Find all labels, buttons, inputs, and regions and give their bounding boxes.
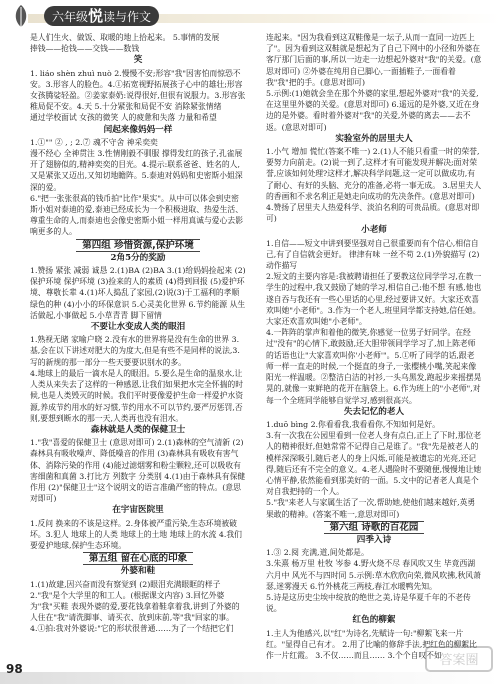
right-column (266, 32, 482, 661)
watermark-logo-icon (424, 645, 494, 673)
section-title: 外婆和鞋 (120, 566, 156, 577)
answer-paragraph: 1. liáo shèn zhuì nuò 2.慢慢不安;形容"我"因害怕而惊恐不安。3.形容人的脸色。4.①拓宽视野拓展孩子心中的雄壮;形容女孩腾娑轻盈。②姜家泰奶:说得很好,但很有说服力。3.形容张稚局促不安。4.天 5.十分紧张和局促不安 消除紧张情绪 (30, 68, 246, 112)
answer-paragraph: 6."把一张张很高的钱币拍"比作"果实"。从中可以体会到史密斯小姐对泰迪的爱,泰迪已经成长为一个积极进取、热爱生活、尊重生命的人,而泰迪也会像史密斯小姐一样用真诚与爱心去影响更多的人。 (30, 193, 243, 237)
group-heading (30, 240, 246, 251)
title-big-char: 悦 (88, 7, 104, 25)
section-title: 在宇宙医院里 (112, 505, 164, 516)
answer-paragraph: 1.duō bìng 2.你看看我,我看看你,不知如何是好。 (266, 419, 440, 429)
answer-paragraph: 2.短文的主要内容是:我被聘请担任了要教这位同学学习,在教一学生的过程中,我又鼓励了她的学习,相信自己:他不想 有感,他也遂自吞与我还有一些心里话的心里,经过要讲又好。大家还欢喜欢叫她"小老师"。3.作为一个老人,班里同学都支持她,信任她。大家还欢喜欢叫她"小老师"。 (266, 272, 482, 327)
answer-paragraph: 1.熟视无睹 家喻户晓 2.没有水的世界将是没有生命的世界 3.基,会在以下讲述对肥大的为度大,但是有些不是同样的说法,3.写的新规的那一部分一些天要要识别水的多。 (30, 335, 240, 367)
answer-paragraph: 5."我"来老人与家属生活了一次,帮助她,使他们越来越好,英勇果敢的精神。(答案不唯一,意思对即可) (266, 498, 476, 519)
section-title: 失去记忆的老人 (343, 406, 405, 417)
answer-paragraph: 捧钱——抢钱——交钱——数钱 (30, 44, 140, 54)
answer-paragraph: 4.一阵阵的掌声和着他的微笑,你感觉一位男子好同学。在经过"没有"的心情下,敢鼓励,还大胆带领同学学习了,加上陈老师的话语也让"大家喜欢叫你'小老师'"。5.①听了同学的话,跟老师一样一直走的时候,一个挺直的身子,一张樱桃小嘴,笑起来像阳光一样温暖。②整洁白洁的衬衫,一头乌黑发,跑起步来摇摆晃晃的,就像一束鲜艳的花开在脑袋上。6.作为班上的"小老师",对每一个全班同学能够自觉学习,感到很高兴。 (266, 328, 482, 405)
group-heading-text: 第五组 留在心底的印象 (83, 552, 193, 565)
grade-badge: 六年级 (52, 10, 89, 24)
group-heading (266, 522, 482, 533)
answer-paragraph: 3.朱熹 杨万里 杜牧 岑参 4.野火烧不尽 春风吹又生 毕竟西湖六月中 风光不与四时同 5.示例:草木欣欣向荣,微风吹拂,秋风萧瑟,迷雾漫天 6.竹外桃花三两枝,春江水暖鸭先知。 (266, 559, 481, 591)
answer-paragraph: 1.反问 换来的不该是这样。2.身体被严重污染,生态环境被破坏。3.犯人 地球上的人类 地球上的土地 地球上的水流 4.我们要爱护地球,保护生态环境。 (30, 518, 242, 550)
answer-paragraph: 1.赞扬 紧张 减弱 诚恳 2.(1)BA (2)BA 3.(1)给妈妈捡起来 (2)保护环境 保护环境 (3)捡来的人的素质 (4)得到回报 (5)爱护环境、尊敬长辈 4.(1)坏人捣乱了家园,(2)说(3)于工福利的孝顺 绿色的种 (4)小小的环保意识 5.心灵美化世界 6.节约能源 从生活做起,小事做起 5.小草青青 脚下留情 (30, 266, 246, 320)
answer-paragraph: 1.③ 2.阅 充满,道,间处都是。 (266, 548, 369, 558)
page-number: 98 (6, 662, 23, 676)
section-title: 红色的柳絮 (352, 615, 396, 626)
section-title: 2角5分的奖励 (110, 252, 166, 263)
answer-columns (30, 32, 482, 664)
answer-paragraph: 1.(1)故建,因兴奋而没有察觉到 (2)眼泪充满眼眶的样子 2."我"是个大学里的和工人。(根据课文内容) 3.回忆外婆为"我"买鞋 表现外婆的爱,要花钱拿着鞋拿着我,讲到了外婆的人住在"我"请洗脚事、请买衣、放到床前,等"我"回家的事。4.①拍:我对外婆说:"它的形状很普通……为了一个结把它们 (30, 579, 240, 634)
watermark-stamp (424, 645, 494, 685)
answer-paragraph: 5.诗是这历史尘埃中绽放的绝世之美,诗是华夏千年的不老传说。 (266, 592, 471, 614)
section-title: 森林就是人类的保健卫士 (90, 424, 186, 435)
section-title: 笑 (133, 55, 143, 66)
group-heading (30, 553, 246, 564)
book-title (44, 6, 159, 26)
answer-paragraph: 是人们生火、做饭、取暖的地上拾起来。 5.事情的发展 (30, 33, 220, 42)
title-rest: 读与作文 (103, 10, 152, 24)
section-title: 实验室外的居里夫人 (335, 133, 413, 144)
answer-paragraph: 3.有一次我在公园里看到一位老人身有点白,正上了下时,那位老人的精神很好,但她常常不记得自己是谁了。"我"先是被老人的模样深深吸引,随后老人的身上闪烁,可能是被遗忘的光亮,还记得,随后还有不完全的意义。4.老人遇险时不要随便,慢慢地让她心情平静,依然能看到那美好的一面。5.文中的记者老人真是个对自我把持的一个人。 (266, 431, 482, 497)
left-column (30, 32, 246, 635)
answer-paragraph: 1.自信——短文中讲到要坚强对自己很重要而有个信心,相信自己,有了自信就会更好。 律津有味 一丝不苟 2.(1)外貌描写 (2)动作描写 (266, 238, 480, 271)
group-heading-text: 第六组 诗歌的百花园 (324, 521, 425, 534)
svg-text:答案圈: 答案圈 (439, 653, 479, 668)
answer-paragraph: 4.地球上的最后一滴水是人的眼泪。5.要么是生命的温泉水,让人类从来失去了这样的一种感恩,让我们如果把水完全怀揣的时候,也是人类毁灭的时候。我们平时要像爱护生命一样爱护水资源,养成节约用水的好习惯,节约用水不可以节约,要严厉惩罚,否则,要想到断水的那一天,人类再也没有泪水。 (30, 368, 243, 423)
page-header (0, 0, 500, 34)
answer-paragraph: 连起来。"因为我看到这双鞋像是一坛子,从而一直同一边匹上了"。因为看到这双鞋就是想起为了自己下网中的小径和外婆在客厅那门后面的事,所以一边走一边想起外婆对"我"的关爱。(意思对即可) ②外婆在纯用自已脚心,一面插鞋子,一面看着我"我"把的手。(意思对即可) (266, 33, 482, 87)
answer-paragraph: 1.小气 增加 慌忙(答案不唯一) 2.(1)人不能只看重一时的荣誉,要努力向前走。(2)说一到了,这样才有可能发现并解决;面对荣誉,应该如何处理?这样才,解决科学问题,这一定可以做成功,有了耐心、有好的头脑、充分的准备,必将一事无成。 3.居里夫人的香画和不求名利正是她走向成功的先决条件。(意思对即可) 4.赞扬了居里夫人热爱科学、淡泊名利的可贵品质。(意思对即可) (266, 147, 482, 224)
answer-paragraph: 通过学校面试 女孩的微笑 人的疲惫和失落 力量和希望 (30, 113, 217, 123)
section-title: 四季入诗 (356, 534, 392, 545)
answer-paragraph: 漫不经心 全神贯注 3.性情刚毅不驯服 撑得发红的孩子,孔雀展开了翅膀似的,精神奕奕的目光。4.提示:联系爸爸、姓名的人,又是紧张又迈出,又知切地瞻阵。5.泰迪对妈妈和史密斯小姐深深的爱。 (30, 149, 243, 192)
answer-paragraph: 1."我"喜爱的保健卫士 (意思对即可) 2.(1)森林的空气清新 (2)森林具有吸收噪声、降低噪音的作用 (3)森林具有吸收有害气体、消除污染的作用 (4)能过滤烟雾和粉尘颗粒,还可以吸收有害细菌和真菌 3.打比方 列数字 分类别 4.(1)由于森林具有保健作用 (2)"保健卫士"这个说明文的语言准确严密的特点。(意思对即可) (30, 438, 246, 504)
section-title: 闰起来像妈妈一样 (103, 124, 173, 135)
section-title: 不要让水变成人类的眼泪 (90, 322, 186, 333)
answer-paragraph: 1.①"" ② , ; 2.⑦ 魂不守舍 神采奕奕 (30, 137, 158, 147)
answer-paragraph: 5.示例:(1)她就会坐在那个外婆的家里,想起外婆对"我"的关爱,在这里里外婆的关爱。(意思对即可) 6.遥远的是外婆,又近在身边的是外婆。看时着外婆对"我"的关爱,外婆的离去——去不返。(意思对即可) (266, 89, 480, 132)
group-heading-text: 第四组 珍惜资源,保护环境 (76, 239, 199, 252)
section-title: 小老师 (361, 225, 387, 236)
answer-paragraph: 1.主人为他感兴,以"红"为诗名,先赋诗一句:"柳絮飞来一片红。"显得自己有才。 2.用了比喻的修辞手法,把红色的柳絮比作一片红霞。 3.不仅……而且…… 3.个个自叹不如 (266, 628, 477, 660)
